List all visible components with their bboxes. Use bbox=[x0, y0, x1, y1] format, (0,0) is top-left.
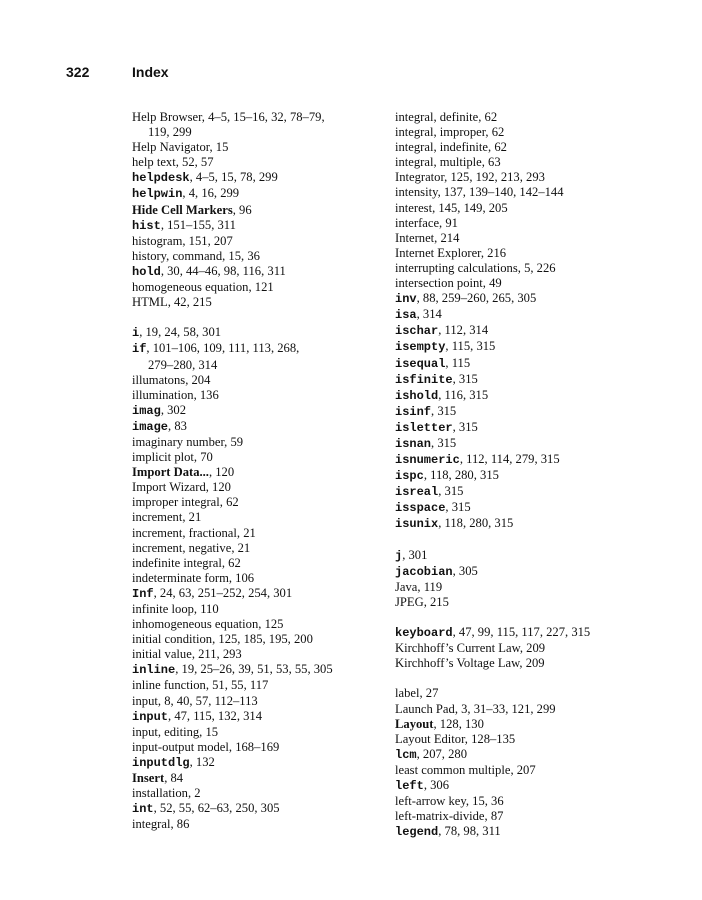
index-pages: , 119 bbox=[417, 579, 443, 594]
index-pages: , 91 bbox=[439, 215, 458, 230]
index-term: intersection point bbox=[395, 276, 483, 291]
index-term: inhomogeneous equation bbox=[132, 617, 259, 632]
index-entry bbox=[395, 125, 655, 140]
index-entry bbox=[395, 656, 655, 671]
index-term: Launch Pad bbox=[395, 701, 455, 716]
index-entry bbox=[395, 372, 655, 388]
index-pages: , 115, 315 bbox=[445, 339, 496, 354]
index-pages: , 52, 55, 62–63, 250, 305 bbox=[153, 801, 280, 816]
index-term: integral, improper bbox=[395, 125, 486, 140]
index-entry bbox=[132, 234, 392, 249]
index-entry bbox=[132, 694, 392, 709]
letter-group-gap bbox=[395, 610, 655, 625]
index-term: integral bbox=[132, 817, 171, 832]
index-term: isfinite bbox=[395, 372, 453, 387]
index-entry bbox=[132, 450, 392, 465]
index-term: isreal bbox=[395, 485, 439, 500]
index-term: Kirchhoff’s Current Law bbox=[395, 641, 520, 656]
index-pages: , 8, 40, 57, 112–113 bbox=[157, 693, 258, 708]
index-entry bbox=[132, 140, 392, 155]
index-term: inline function bbox=[132, 678, 206, 693]
index-entry bbox=[395, 717, 655, 732]
index-term: keyboard bbox=[395, 626, 453, 641]
index-entry bbox=[395, 216, 655, 231]
index-term: ispc bbox=[395, 469, 424, 484]
index-entry bbox=[395, 323, 655, 339]
index-term: hist bbox=[132, 218, 161, 233]
index-pages: , 84 bbox=[164, 771, 184, 786]
index-entry bbox=[132, 647, 392, 662]
index-pages: , 125, 185, 195, 200 bbox=[212, 632, 313, 647]
index-term: left-matrix-divide bbox=[395, 809, 485, 824]
index-column-right bbox=[395, 110, 655, 840]
index-pages: , 86 bbox=[170, 817, 190, 832]
index-term: imaginary number bbox=[132, 434, 225, 449]
letter-group-gap bbox=[395, 671, 655, 686]
letter-group-gap bbox=[132, 310, 392, 325]
index-term: implicit plot bbox=[132, 450, 194, 465]
index-term: Help Navigator bbox=[132, 140, 210, 155]
index-pages: , 96 bbox=[232, 202, 252, 217]
index-entry bbox=[132, 170, 392, 186]
index-term: legend bbox=[395, 825, 439, 840]
index-entry bbox=[132, 186, 392, 202]
index-term: i bbox=[132, 326, 140, 341]
index-pages: , 101–106, 109, 111, 113, 268, bbox=[146, 341, 300, 356]
index-entry bbox=[132, 510, 392, 525]
index-pages: , 59 bbox=[224, 434, 244, 449]
index-pages: , 305 bbox=[452, 563, 478, 578]
index-pages: , 204 bbox=[185, 372, 211, 387]
index-pages: , 315 bbox=[431, 435, 457, 450]
index-term: isletter bbox=[395, 420, 453, 435]
index-entry bbox=[395, 170, 655, 185]
index-pages: , 151, 207 bbox=[182, 233, 233, 248]
index-term: imag bbox=[132, 403, 161, 418]
index-pages: , 24, 63, 251–252, 254, 301 bbox=[153, 585, 293, 600]
index-pages: , 62 bbox=[221, 555, 241, 570]
index-term: hold bbox=[132, 264, 161, 279]
index-entry bbox=[395, 500, 655, 516]
index-pages: , 118, 280, 315 bbox=[423, 468, 499, 483]
index-term: Insert bbox=[132, 771, 165, 786]
index-entry bbox=[395, 155, 655, 170]
index-pages: , 315 bbox=[445, 500, 471, 515]
index-entry bbox=[395, 686, 655, 701]
index-entry bbox=[395, 702, 655, 717]
index-entry bbox=[395, 110, 655, 125]
index-entry bbox=[395, 732, 655, 747]
index-term: Import Data... bbox=[132, 465, 209, 480]
index-pages: , 78, 98, 311 bbox=[438, 824, 501, 839]
index-pages: , 15 bbox=[199, 724, 219, 739]
index-term: interface bbox=[395, 215, 440, 230]
index-pages: , 21 bbox=[236, 525, 256, 540]
index-entry bbox=[132, 541, 392, 556]
index-entry bbox=[132, 678, 392, 693]
index-pages: , 5, 226 bbox=[517, 260, 556, 275]
index-entry bbox=[132, 709, 392, 725]
index-term: installation bbox=[132, 786, 188, 801]
index-pages: , 314 bbox=[416, 307, 442, 322]
index-pages: , 52, 57 bbox=[175, 155, 214, 170]
index-entry bbox=[395, 291, 655, 307]
index-entry bbox=[132, 218, 392, 234]
index-entry bbox=[395, 641, 655, 656]
index-entry bbox=[395, 276, 655, 291]
index-term: JPEG bbox=[395, 594, 424, 609]
index-entry bbox=[132, 480, 392, 495]
index-entry bbox=[132, 419, 392, 435]
index-term: increment, negative bbox=[132, 540, 232, 555]
index-term: Import Wizard bbox=[132, 480, 206, 495]
index-term: ischar bbox=[395, 324, 439, 339]
index-entry bbox=[395, 246, 655, 261]
index-entry bbox=[132, 740, 392, 755]
index-entry bbox=[395, 420, 655, 436]
index-term: isnan bbox=[395, 436, 432, 451]
index-entry bbox=[395, 625, 655, 641]
index-pages: , 21 bbox=[182, 510, 202, 525]
index-term: interest bbox=[395, 200, 433, 215]
index-pages: , 128, 130 bbox=[433, 716, 484, 731]
index-term: increment bbox=[132, 510, 183, 525]
index-entry bbox=[132, 817, 392, 832]
index-pages: , 132 bbox=[189, 754, 215, 769]
index-entry bbox=[132, 435, 392, 450]
index-pages: , 168–169 bbox=[228, 739, 280, 754]
index-term: illumatons bbox=[132, 372, 186, 387]
index-pages: , 62 bbox=[488, 140, 507, 155]
index-term: helpdesk bbox=[132, 171, 190, 186]
index-term: isnumeric bbox=[395, 453, 460, 468]
index-entry bbox=[132, 280, 392, 295]
index-entry bbox=[395, 452, 655, 468]
index-pages: , 62 bbox=[478, 110, 498, 124]
index-entry bbox=[395, 778, 655, 794]
index-term: isunix bbox=[395, 517, 439, 532]
index-term: history, command bbox=[132, 248, 223, 263]
index-term: left bbox=[395, 779, 424, 794]
index-term: input, editing bbox=[132, 724, 200, 739]
index-entry bbox=[395, 307, 655, 323]
index-entry-continuation: 119, 299 bbox=[148, 125, 192, 140]
index-pages: , 121 bbox=[248, 280, 274, 295]
index-entry bbox=[395, 261, 655, 276]
index-term: lcm bbox=[395, 747, 417, 762]
index-pages: , 42, 215 bbox=[167, 295, 212, 310]
index-pages: , 207, 280 bbox=[416, 746, 467, 761]
index-term: isinf bbox=[395, 404, 432, 419]
index-pages: , 27 bbox=[419, 686, 439, 701]
index-term: infinite loop bbox=[132, 602, 194, 616]
index-pages: , 49 bbox=[482, 276, 502, 291]
page-title: Index bbox=[132, 64, 169, 80]
index-entry bbox=[132, 403, 392, 419]
index-pages: , 207 bbox=[510, 762, 536, 777]
index-pages: , 51, 55, 117 bbox=[205, 678, 269, 693]
index-pages: , 87 bbox=[484, 809, 504, 824]
index-entry bbox=[132, 571, 392, 586]
index-entry bbox=[395, 231, 655, 246]
index-pages: , 15 bbox=[209, 140, 229, 155]
index-pages: , 301 bbox=[402, 547, 428, 562]
index-entry bbox=[395, 436, 655, 452]
index-entry bbox=[395, 201, 655, 216]
index-pages: , 83 bbox=[168, 418, 187, 433]
index-entry bbox=[132, 341, 392, 357]
index-pages: , 125, 192, 213, 293 bbox=[444, 170, 545, 185]
index-pages: , 21 bbox=[231, 540, 251, 555]
index-entry bbox=[132, 295, 392, 310]
index-term: input-output model bbox=[132, 739, 229, 754]
index-entry bbox=[395, 140, 655, 155]
index-term: interrupting calculations bbox=[395, 260, 518, 275]
index-pages: , 4–5, 15–16, 32, 78–79, bbox=[201, 110, 325, 124]
index-entry bbox=[132, 155, 392, 170]
index-pages: , 19, 25–26, 39, 51, 53, 55, 305 bbox=[175, 662, 333, 677]
index-pages: , 137, 139–140, 142–144 bbox=[437, 185, 564, 200]
index-pages: , 209 bbox=[519, 656, 545, 671]
index-term: improper integral bbox=[132, 495, 220, 510]
index-pages: , 63 bbox=[481, 155, 501, 170]
index-pages: , 62 bbox=[219, 495, 239, 510]
index-pages: , 315 bbox=[452, 371, 478, 386]
index-entry bbox=[132, 662, 392, 678]
index-term: HTML bbox=[132, 295, 168, 310]
page-number: 322 bbox=[66, 64, 90, 80]
index-entry bbox=[132, 264, 392, 280]
index-pages: , 112, 314 bbox=[438, 323, 489, 338]
index-entry bbox=[132, 586, 392, 602]
index-entry bbox=[395, 404, 655, 420]
index-entry bbox=[132, 801, 392, 817]
index-term: isempty bbox=[395, 340, 446, 355]
index-entry bbox=[395, 388, 655, 404]
index-term: helpwin bbox=[132, 187, 183, 202]
index-entry bbox=[395, 356, 655, 372]
index-term: integral, definite bbox=[395, 110, 479, 124]
index-entry bbox=[132, 526, 392, 541]
index-term: ishold bbox=[395, 388, 439, 403]
index-term: indeterminate form bbox=[132, 570, 229, 585]
index-pages: , 215 bbox=[423, 594, 449, 609]
index-entry bbox=[132, 203, 392, 218]
index-term: isa bbox=[395, 308, 417, 323]
index-pages: , 62 bbox=[485, 125, 505, 140]
index-entry bbox=[132, 771, 392, 786]
index-term: intensity bbox=[395, 185, 438, 200]
index-term: inputdlg bbox=[132, 755, 190, 770]
index-pages: , 145, 149, 205 bbox=[432, 200, 508, 215]
index-term: indefinite integral bbox=[132, 555, 222, 570]
index-term: help text bbox=[132, 155, 176, 170]
index-pages: , 211, 293 bbox=[191, 647, 242, 662]
index-pages: , 112, 114, 279, 315 bbox=[459, 452, 560, 467]
index-term: Inf bbox=[132, 586, 154, 601]
index-term: integral, indefinite bbox=[395, 140, 489, 155]
index-pages: , 15, 36 bbox=[222, 248, 260, 263]
index-entry bbox=[395, 595, 655, 610]
index-pages: , 120 bbox=[208, 465, 235, 480]
index-entry bbox=[132, 755, 392, 771]
index-term: isspace bbox=[395, 501, 446, 516]
index-entry bbox=[395, 468, 655, 484]
index-entry bbox=[132, 373, 392, 388]
index-entry bbox=[132, 786, 392, 801]
index-entry bbox=[132, 617, 392, 632]
index-entry bbox=[395, 747, 655, 763]
index-term: inv bbox=[395, 292, 417, 307]
index-pages: , 2 bbox=[187, 786, 201, 801]
index-entry bbox=[395, 794, 655, 809]
index-entry bbox=[132, 632, 392, 647]
index-pages: , 136 bbox=[193, 387, 219, 402]
index-pages: , 306 bbox=[423, 778, 449, 793]
index-entry bbox=[132, 495, 392, 510]
index-term: isequal bbox=[395, 356, 446, 371]
index-pages: , 70 bbox=[193, 450, 213, 465]
index-term: least common multiple bbox=[395, 762, 511, 777]
index-term: jacobian bbox=[395, 564, 453, 579]
index-entry bbox=[395, 824, 655, 840]
index-entry bbox=[395, 580, 655, 595]
index-entry bbox=[132, 388, 392, 403]
index-entry bbox=[132, 556, 392, 571]
index-term: inline bbox=[132, 663, 176, 678]
index-term: Internet bbox=[395, 230, 435, 245]
index-pages: , 216 bbox=[480, 245, 507, 260]
index-term: Layout bbox=[395, 716, 434, 731]
index-pages: , 116, 315 bbox=[438, 387, 489, 402]
index-entry bbox=[395, 564, 655, 580]
index-term: increment, fractional bbox=[132, 525, 237, 540]
index-term: int bbox=[132, 802, 154, 817]
index-pages: , 214 bbox=[434, 230, 460, 245]
index-term: homogeneous equation bbox=[132, 280, 249, 295]
index-entry bbox=[132, 725, 392, 740]
index-entry bbox=[395, 548, 655, 564]
index-term: Integrator bbox=[395, 170, 445, 185]
index-term: illumination bbox=[132, 387, 194, 402]
index-entry bbox=[132, 110, 392, 125]
index-entry bbox=[395, 763, 655, 778]
index-term: initial value bbox=[132, 647, 192, 662]
index-entry bbox=[395, 484, 655, 500]
index-term: input bbox=[132, 709, 169, 724]
index-pages: , 106 bbox=[228, 570, 255, 585]
index-entry bbox=[395, 339, 655, 355]
index-column-left bbox=[132, 110, 392, 832]
index-term: image bbox=[132, 419, 169, 434]
index-term: if bbox=[132, 342, 147, 357]
index-term: Kirchhoff’s Voltage Law bbox=[395, 656, 520, 671]
index-pages: , 30, 44–46, 98, 116, 311 bbox=[160, 263, 286, 278]
index-pages: , 125 bbox=[258, 617, 284, 632]
index-entry bbox=[132, 465, 392, 480]
index-entry bbox=[132, 325, 392, 341]
index-pages: , 19, 24, 58, 301 bbox=[139, 325, 222, 340]
index-term: integral, multiple bbox=[395, 155, 482, 170]
index-pages: , 4, 16, 299 bbox=[182, 186, 240, 201]
index-term: left-arrow key bbox=[395, 794, 466, 809]
index-term: label bbox=[395, 686, 420, 701]
index-pages: , 315 bbox=[452, 419, 478, 434]
index-term: Layout Editor bbox=[395, 731, 465, 746]
index-pages: , 120 bbox=[205, 480, 231, 495]
index-term: Help Browser bbox=[132, 110, 202, 124]
index-entry bbox=[395, 809, 655, 824]
index-entry bbox=[395, 516, 655, 532]
index-term: histogram bbox=[132, 233, 183, 248]
index-pages: , 128–135 bbox=[464, 731, 516, 746]
index-term: j bbox=[395, 548, 403, 563]
index-term: Hide Cell Markers bbox=[132, 202, 233, 217]
index-pages: , 88, 259–260, 265, 305 bbox=[416, 291, 537, 306]
index-term: initial condition bbox=[132, 632, 213, 647]
index-entry-continuation: 279–280, 314 bbox=[148, 357, 218, 372]
index-pages: , 315 bbox=[438, 484, 464, 499]
index-pages: , 4–5, 15, 78, 299 bbox=[189, 170, 278, 185]
letter-group-gap bbox=[395, 533, 655, 548]
index-pages: , 3, 31–33, 121, 299 bbox=[454, 701, 556, 716]
index-pages: , 209 bbox=[519, 641, 546, 656]
index-pages: , 15, 36 bbox=[465, 794, 504, 809]
index-pages: , 47, 115, 132, 314 bbox=[168, 708, 263, 723]
index-pages: , 151–155, 311 bbox=[160, 217, 236, 232]
index-entry bbox=[395, 185, 655, 200]
index-term: Internet Explorer bbox=[395, 245, 481, 260]
index-entry bbox=[132, 602, 392, 617]
index-entry bbox=[132, 249, 392, 264]
index-pages: , 302 bbox=[160, 402, 186, 417]
index-pages: , 115 bbox=[445, 355, 471, 370]
index-term: Java bbox=[395, 579, 418, 594]
index-pages: , 315 bbox=[431, 403, 457, 418]
index-pages: , 110 bbox=[193, 602, 219, 616]
index-pages: , 47, 99, 115, 117, 227, 315 bbox=[452, 625, 591, 640]
index-term: input bbox=[132, 693, 158, 708]
index-pages: , 118, 280, 315 bbox=[438, 516, 514, 531]
